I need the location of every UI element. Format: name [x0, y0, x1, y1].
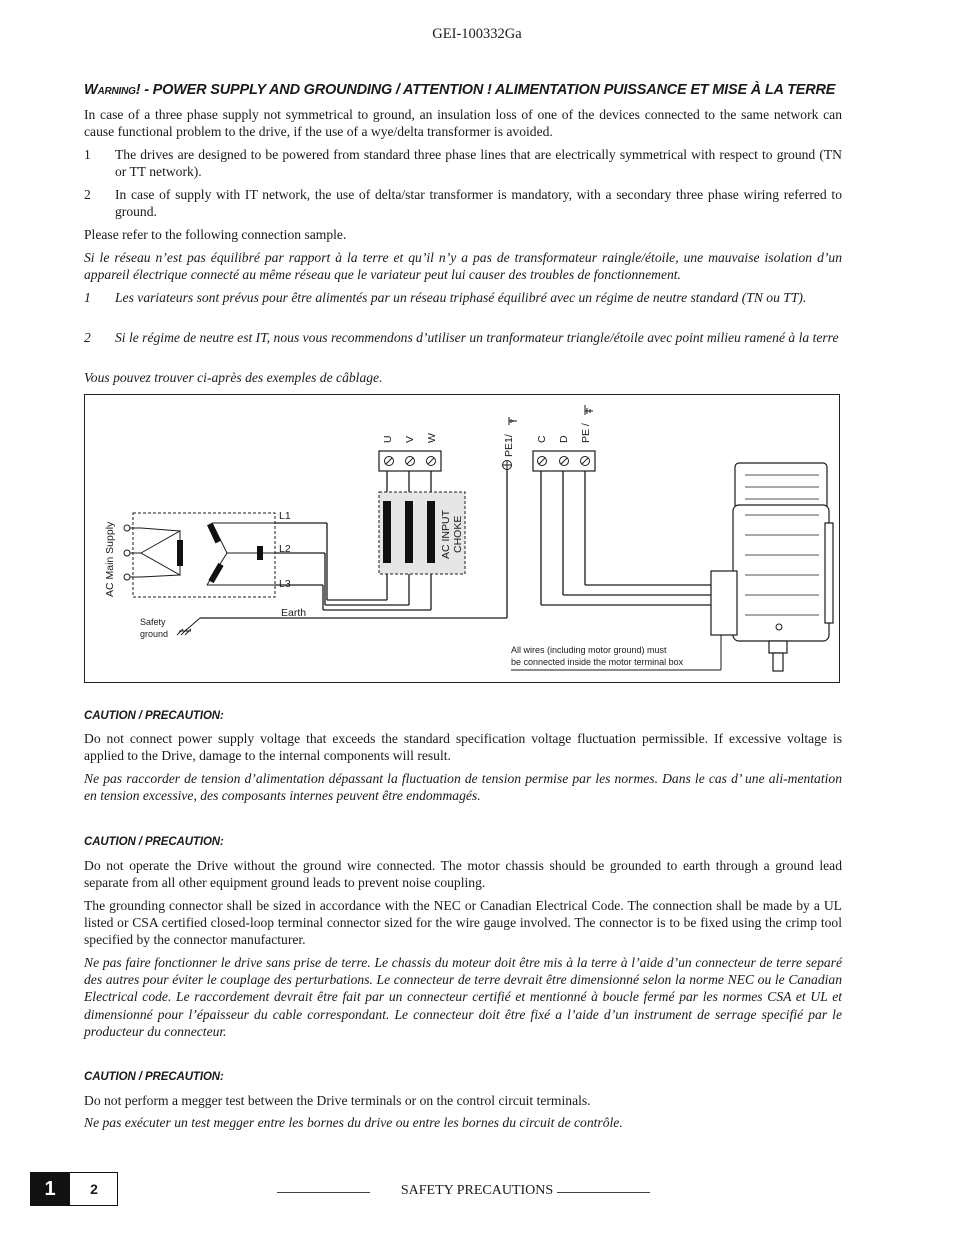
choke-label-line2: CHOKE	[452, 515, 464, 553]
caution-heading-1: CAUTION / PRECAUTION:	[84, 710, 224, 722]
list-text: The drives are designed to be powered from standard three phase lines that are electrically symmetrical with respect to ground (TN or TT network).	[115, 147, 842, 180]
list-text: Si le régime de neutre est IT, nous vous recommendons d’utiliser un tranformateur triangle/étoile avec point milieu ramené à la terre	[115, 330, 839, 345]
l2-label: L2	[279, 543, 291, 555]
caution-3-en: Do not perform a megger test between the Drive terminals or on the control circuit terminals.	[84, 1093, 591, 1108]
l1-label: L1	[279, 510, 291, 522]
supply-terminal-1	[124, 525, 130, 531]
terminal-d-label: D	[558, 435, 570, 443]
delta-winding	[141, 531, 180, 575]
terminal-w-label: W	[426, 433, 438, 443]
transformer-box	[133, 513, 275, 597]
l3-label: L3	[279, 578, 291, 590]
footer-rule-right	[557, 1192, 650, 1193]
pe-label: PE /	[580, 423, 592, 443]
earth-label: Earth	[281, 607, 307, 619]
list-number: 2	[84, 187, 91, 202]
warning-intro-en: In case of a three phase supply not symmetrical to ground, an insulation loss of one of the devices connected to the same network can cause functional problem to the drive, if the use of a wye/delta transformer is avoided.	[84, 107, 842, 140]
terminal-c-label: C	[536, 435, 548, 443]
list-item-en-1	[84, 146, 842, 182]
list-number: 1	[84, 147, 91, 162]
warning-intro-fr: Si le réseau n’est pas équilibré par rapport à la terre et qu’il n’y a pas de transformateur raingle/étoile, une mauvaise isolation d’un appareil électrique connecté au même réseau que le variateur peut lui causer des troubles de fonctionnement.	[84, 250, 842, 283]
caution-1-en: Do not connect power supply voltage that exceeds the standard specification voltage fluctuation permissible. If excessive voltage is applied to the Drive, damage to the internal components will result.	[84, 731, 842, 764]
chapter-number: 1	[30, 1172, 70, 1206]
supply-terminal-2	[124, 550, 130, 556]
caution-1-fr: Ne pas raccorder de tension d’alimentation dépassant la fluctuation de tension permise par les normes. Dans le cas d’ une ali-mentation en tension excessive, des composants internes peuvent être endommagés.	[84, 771, 842, 804]
warning-heading-rest: ! - POWER SUPPLY AND GROUNDING / ATTENTION ! ALIMENTATION PUISSANCE ET MISE À LA TERRE	[135, 82, 836, 98]
refer-text-en: Please refer to the following connection sample.	[84, 227, 347, 242]
choke-label-line1: AC INPUT	[440, 509, 452, 559]
pe1-label: PE1/	[503, 434, 515, 457]
ground-symbol-icon	[509, 417, 517, 425]
list-item-fr-1	[84, 289, 842, 325]
terminal-v-label: V	[404, 435, 416, 443]
refer-text-fr: Vous pouvez trouver ci-après des exemples de câblage.	[84, 370, 383, 385]
warning-heading	[84, 82, 864, 98]
caution-3-fr: Ne pas exécuter un test megger entre les bornes du drive ou entre les bornes du circuit de contrôle.	[84, 1115, 623, 1130]
ac-main-supply-label: AC Main Supply	[104, 521, 116, 597]
list-text: Les variateurs sont prévus pour être alimentés par un réseau triphasé équilibré avec un régime de neutre standard (TN ou TT).	[115, 290, 807, 305]
caution-2-en-2: The grounding connector shall be sized in accordance with the NEC or Canadian Electrical Code. The connection shall be made by a UL listed or CSA certified closed-loop terminal connector sized for the wire gauge involved. The connector is to be fixed using the crimp tool specified by the connector manufacturer.	[84, 898, 842, 948]
note-line2: be connected inside the motor terminal box	[511, 657, 684, 667]
caution-2-en-1: Do not operate the Drive without the ground wire connected. The motor chassis should be grounded to earth through a ground lead separate from all other equipment ground leads to prevent noise coupling.	[84, 858, 842, 891]
list-text: In case of supply with IT network, the use of delta/star transformer is mandatory, with a secondary three phase wiring referred to ground.	[115, 187, 842, 220]
ground-label: ground	[140, 629, 169, 639]
caution-heading-3: CAUTION / PRECAUTION:	[84, 1071, 224, 1083]
ground-symbol-icon	[585, 405, 593, 415]
motor-icon	[711, 463, 833, 671]
list-number: 2	[84, 330, 91, 345]
caution-heading-2: CAUTION / PRECAUTION:	[84, 836, 224, 848]
page-number: 2	[90, 1181, 98, 1197]
list-item-fr-2	[84, 329, 842, 365]
safety-label: Safety	[140, 617, 166, 627]
document-id: GEI-100332Ga	[432, 26, 522, 42]
supply-terminal-3	[124, 574, 130, 580]
caution-2-fr: Ne pas faire fonctionner le drive sans prise de terre. Le chassis du moteur doit être mis à la terre à l’aide d’un connecteur de terre separé des autres pour éviter le couplage des perturbations. Le connecteur de terre devrait être dimensionné selon la norme NEC ou le Canadian Electrical code. Le raccordement devrait être fait par un connecteur certifié et mentionné à boucle fermé par les normes CSA et UL et dimensionné pour l’épaisseur du cable correspondant. Le connecteur doit être fixé a l’aide d’un instrument de serrage specifié par le producteur du connecteur.	[84, 955, 842, 1039]
list-item-en-2	[84, 186, 842, 222]
footer-section-title: SAFETY PRECAUTIONS	[400, 1183, 554, 1198]
wiring-diagram	[84, 394, 840, 683]
warning-word: Warning	[84, 82, 136, 98]
terminal-u-label: U	[382, 435, 394, 443]
wiring-diagram-svg	[85, 395, 841, 684]
note-line1: All wires (including motor ground) must	[511, 645, 667, 655]
list-number: 1	[84, 290, 91, 305]
